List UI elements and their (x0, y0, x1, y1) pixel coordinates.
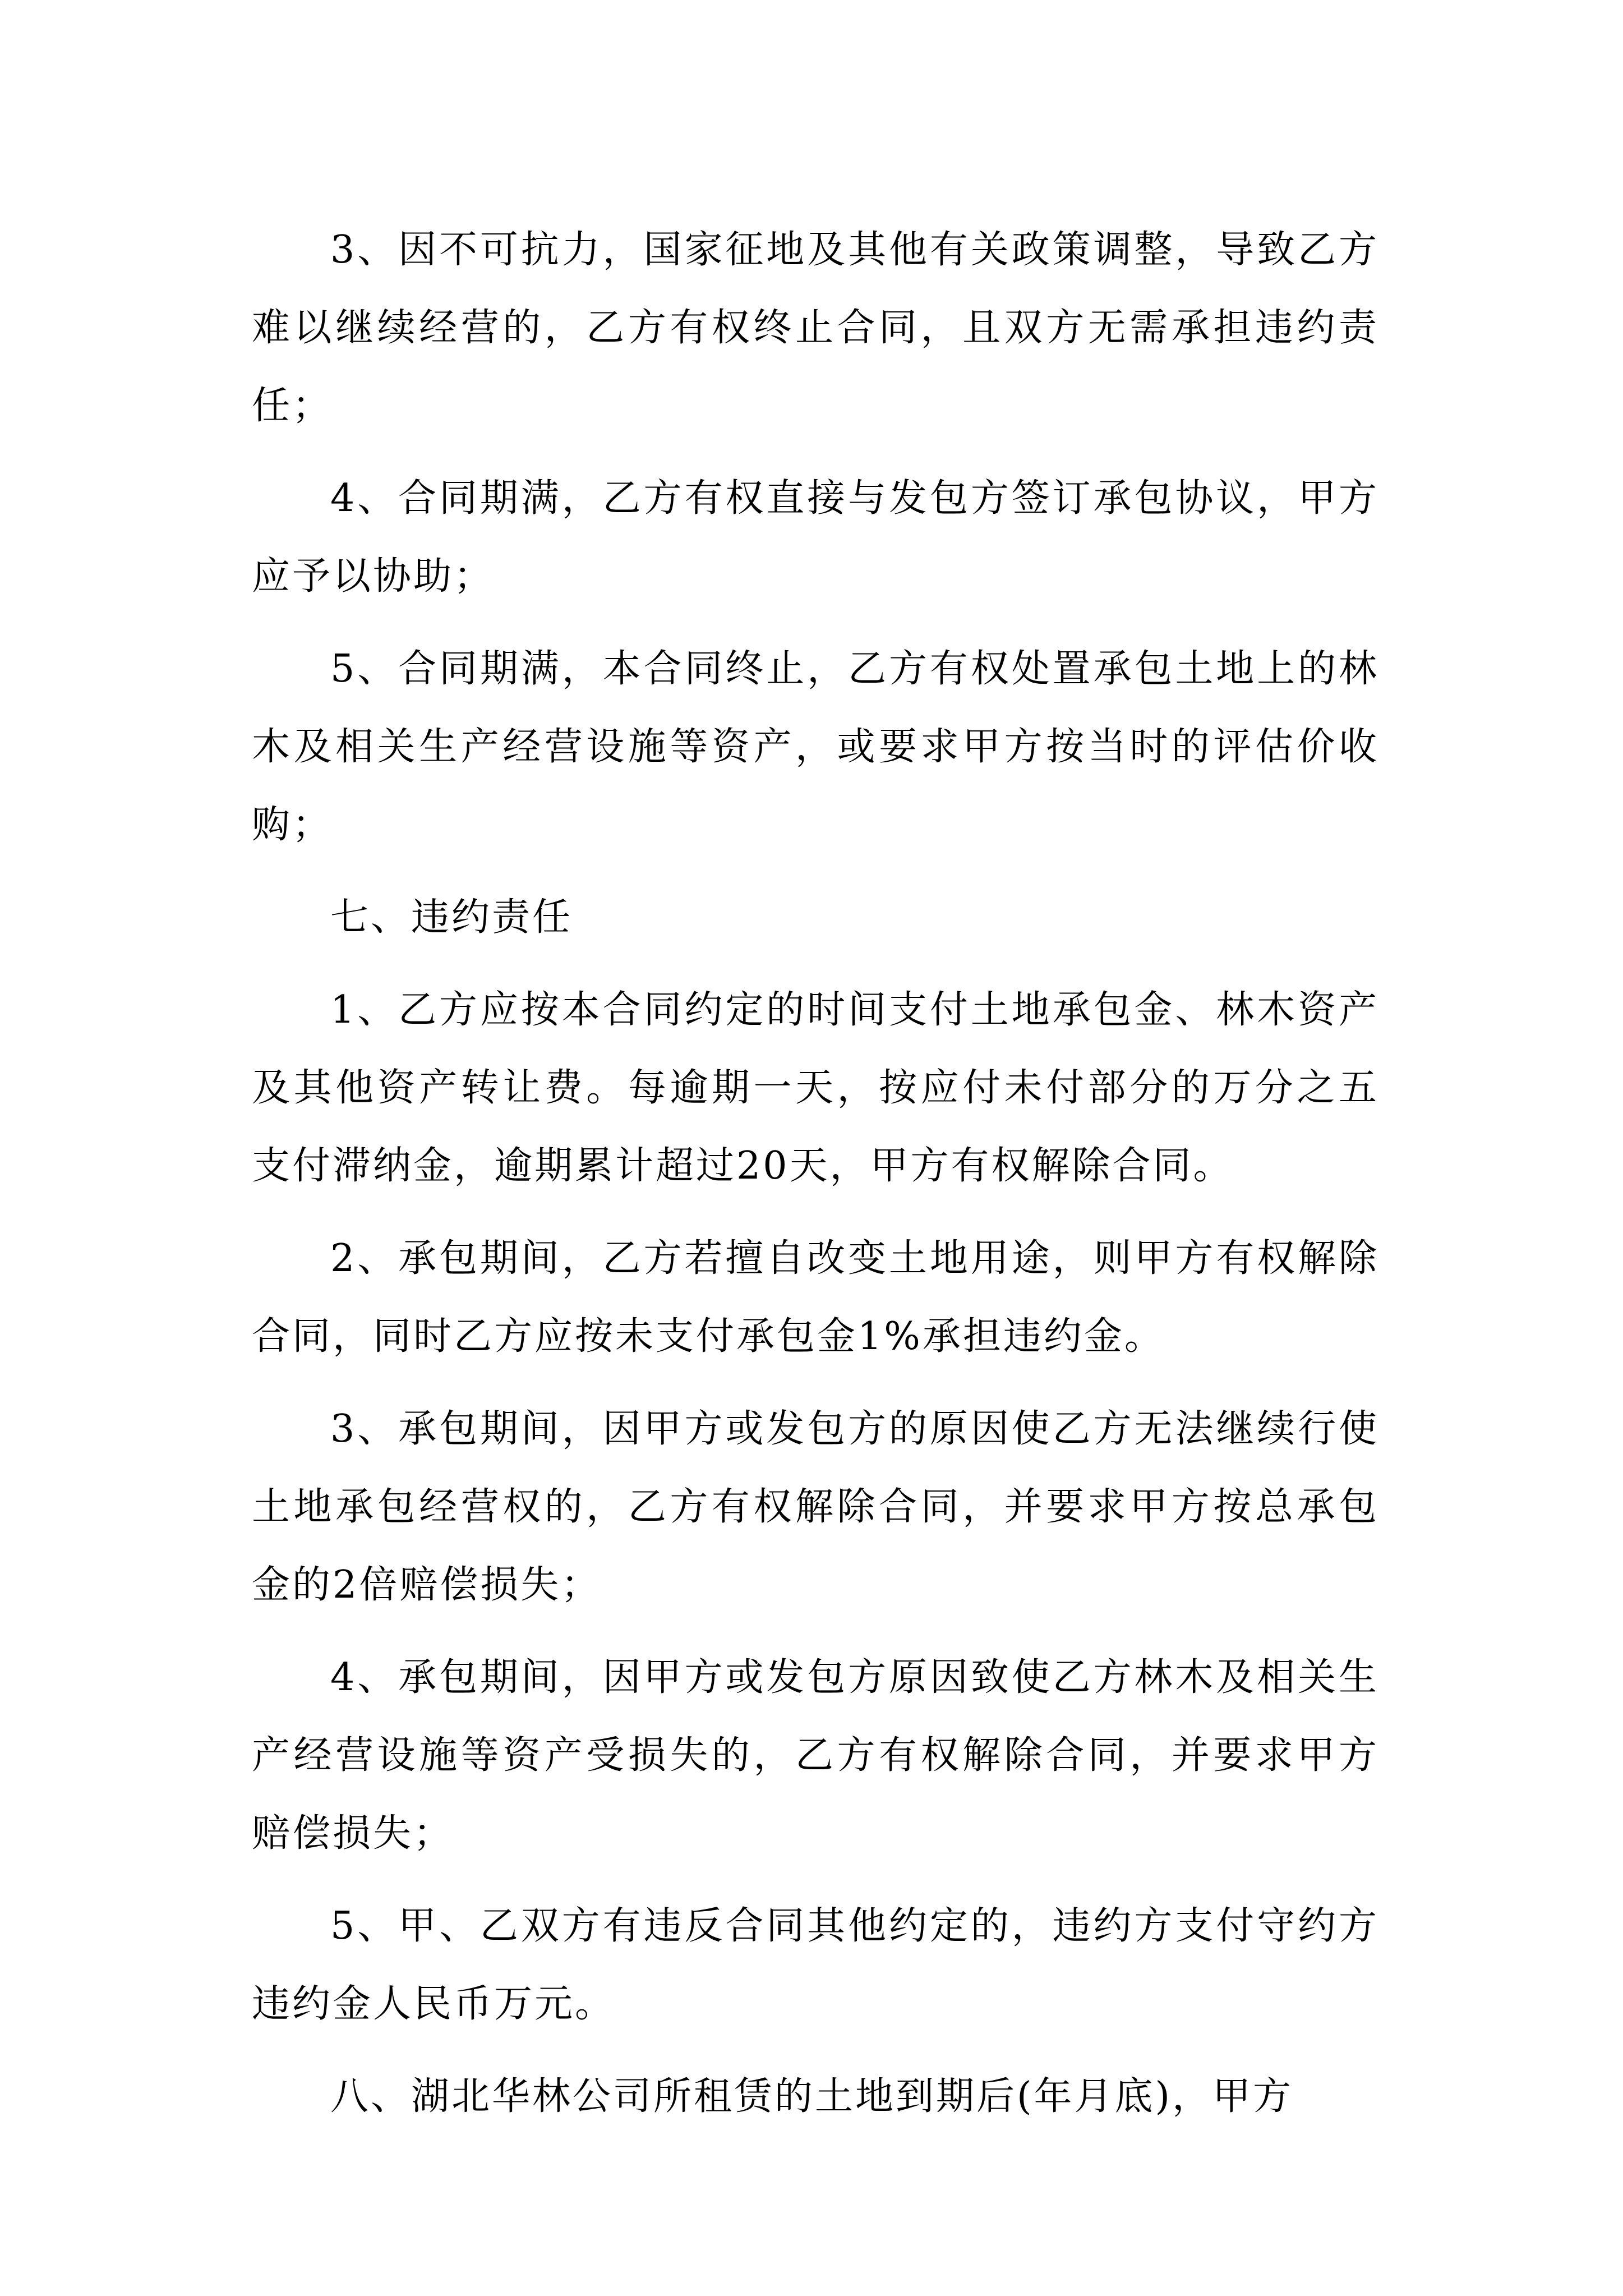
clause-7-4: 4、承包期间，因甲方或发包方原因致使乙方林木及相关生产经营设施等资产受损失的，乙方有权解除合同，并要求甲方赔偿损失； (252, 1655, 1379, 1856)
clause-7-3: 3、承包期间，因甲方或发包方的原因使乙方无法继续行使土地承包经营权的，乙方有权解除合同，并要求甲方按总承包金的2倍赔偿损失； (252, 1407, 1379, 1607)
section-heading-8: 八、湖北华林公司所租赁的土地到期后(年月底)，甲方 (330, 2074, 1294, 2119)
section-heading-7: 七、违约责任 (330, 895, 573, 940)
clause-7-1: 1、乙方应按本合同约定的时间支付土地承包金、林木资产及其他资产转让费。每逾期一天，按应付未付部分的万分之五支付滞纳金，逾期累计超过20天，甲方有权解除合同。 (252, 988, 1379, 1188)
clause-6-5: 5、合同期满，本合同终止，乙方有权处置承包土地上的林木及相关生产经营设施等资产，或要求甲方按当时的评估价收购； (252, 647, 1379, 847)
clause-7-2: 2、承包期间，乙方若擅自改变土地用途，则甲方有权解除合同，同时乙方应按未支付承包金1%承担违约金。 (252, 1236, 1379, 1359)
clause-6-4: 4、合同期满，乙方有权直接与发包方签订承包协议，甲方应予以协助； (252, 476, 1379, 599)
clause-7-5: 5、甲、乙双方有违反合同其他约定的，违约方支付守约方违约金人民币万元。 (252, 1904, 1379, 2026)
document-body (252, 211, 1379, 2150)
clause-6-3: 3、因不可抗力，国家征地及其他有关政策调整，导致乙方难以继续经营的，乙方有权终止合同，且双方无需承担违约责任； (252, 228, 1379, 428)
